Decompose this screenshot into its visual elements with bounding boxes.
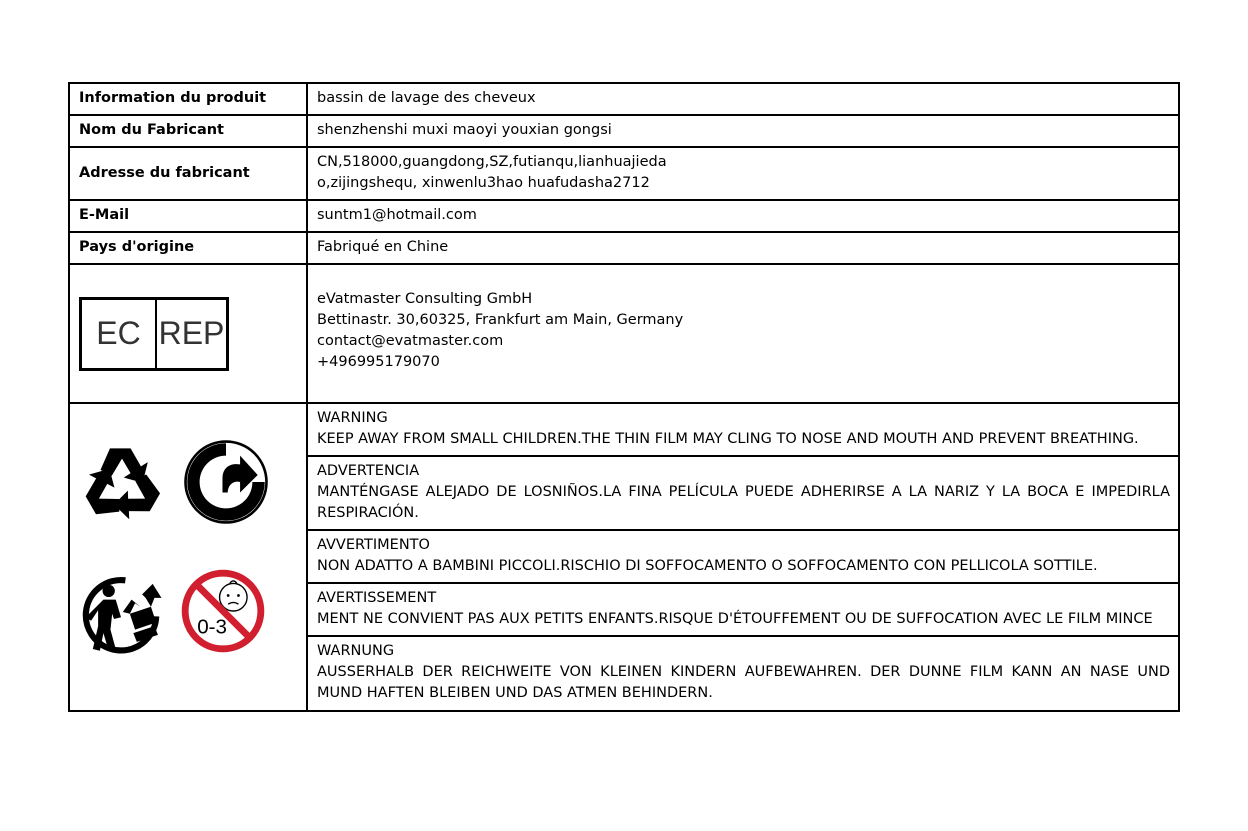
warning-text: MENT NE CONVIENT PAS AUX PETITS ENFANTS.RISQUE D'ÉTOUFFEMENT OU DE SUFFOCATION AVEC LE FILM MINCE [317, 611, 1153, 627]
row-label-product-info: Information du produit [69, 83, 307, 115]
warning-title: WARNING [317, 410, 388, 426]
warning-fr [307, 583, 1179, 636]
address-line: o,zijingshequ, xinwenlu3hao huafudasha2712 [317, 175, 650, 191]
warning-text: KEEP AWAY FROM SMALL CHILDREN.THE THIN FILM MAY CLING TO NOSE AND MOUTH AND PREVENT BREATHING. [317, 431, 1139, 447]
ec-rep-line: Bettinastr. 30,60325, Frankfurt am Main, Germany [317, 312, 684, 328]
symbols-cell [69, 403, 307, 711]
row-label-manufacturer: Nom du Fabricant [69, 115, 307, 147]
table-row [69, 83, 1179, 115]
warning-de [307, 636, 1179, 711]
ec-rep-line: contact@evatmaster.com [317, 333, 504, 349]
row-label-origin: Pays d'origine [69, 232, 307, 264]
row-value-address [307, 147, 1179, 200]
table-row [69, 264, 1179, 403]
warning-title: WARNUNG [317, 643, 395, 659]
ec-rep-line: eVatmaster Consulting GmbH [317, 291, 533, 307]
table-row [69, 200, 1179, 232]
warning-title: ADVERTENCIA [317, 463, 420, 479]
row-value-origin: Fabriqué en Chine [307, 232, 1179, 264]
ec-rep-address [307, 264, 1179, 403]
green-dot-icon [182, 438, 270, 526]
warning-title: AVVERTIMENTO [317, 537, 430, 553]
recycle-icon [78, 438, 166, 524]
warning-en [307, 403, 1179, 456]
row-value-manufacturer: shenzhenshi muxi maoyi youxian gongsi [307, 115, 1179, 147]
row-value-email: suntm1@hotmail.com [307, 200, 1179, 232]
rep-text: REP [158, 315, 225, 351]
warning-text: MANTÉNGASE ALEJADO DE LOSNIÑOS.LA FINA PELÍCULA PUEDE ADHERIRSE A LA NARIZ Y LA BOCA E IMPEDIRLA RESPIRACIÓN. [317, 484, 1170, 521]
warning-title: AVERTISSEMENT [317, 590, 437, 606]
tidyman-icon [76, 568, 166, 656]
age-label: 0-3 [197, 615, 228, 639]
row-label-email: E-Mail [69, 200, 307, 232]
no-children-0-3-icon [180, 568, 266, 654]
warning-it [307, 530, 1179, 583]
warning-text: AUSSERHALB DER REICHWEITE VON KLEINEN KINDERN AUFBEWAHREN. DER DUNNE FILM KANN AN NASE UND MUND HAFTEN BLEIBEN UND DAS ATMEN BEHINDERN. [317, 664, 1170, 701]
ec-text: EC [82, 300, 157, 368]
ec-rep-symbol [79, 297, 229, 371]
ec-rep-symbol-cell [69, 264, 307, 403]
table-row [69, 403, 1179, 456]
row-label-address: Adresse du fabricant [69, 147, 307, 200]
table-row [69, 115, 1179, 147]
ec-rep-line: +496995179070 [317, 354, 440, 370]
warning-text: NON ADATTO A BAMBINI PICCOLI.RISCHIO DI SOFFOCAMENTO O SOFFOCAMENTO CON PELLICOLA SOTTILE. [317, 558, 1098, 574]
address-line: CN,518000,guangdong,SZ,futianqu,lianhuajieda [317, 154, 667, 170]
table-row [69, 232, 1179, 264]
warning-es [307, 456, 1179, 530]
row-value-product-info: bassin de lavage des cheveux [307, 83, 1179, 115]
product-label-table [68, 82, 1180, 712]
table-row [69, 147, 1179, 200]
